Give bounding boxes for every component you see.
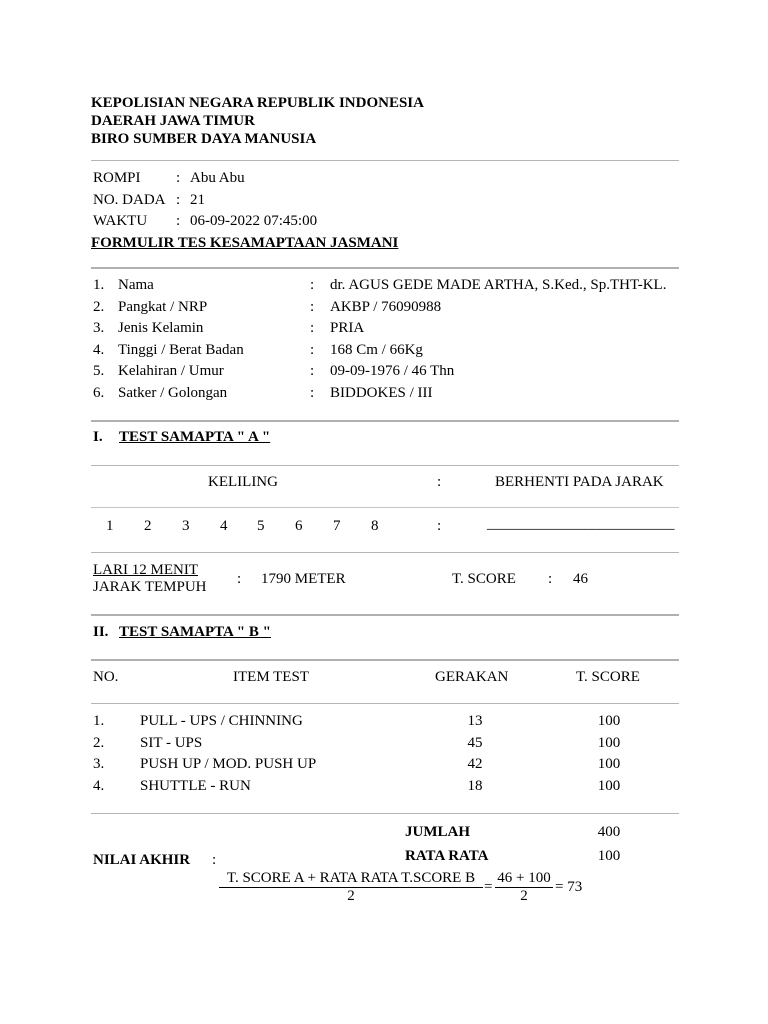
cell-gerakan: 42 — [467, 756, 483, 772]
lap-number: 6 — [295, 518, 303, 534]
rata-value: 100 — [597, 848, 621, 864]
field-value-satker: BIDDOKES / III — [330, 385, 433, 401]
formula-denominator: 2 — [347, 888, 355, 904]
tscore-a-sep: : — [548, 571, 553, 587]
lap-number: 1 — [106, 518, 114, 534]
divider — [91, 420, 679, 422]
cell-item: SHUTTLE - RUN — [140, 778, 251, 794]
row-number: 3. — [93, 320, 105, 336]
lap-number: 4 — [220, 518, 228, 534]
meta-label: WAKTU — [93, 213, 148, 229]
field-label: Nama — [118, 277, 154, 293]
field-sep: : — [310, 299, 315, 315]
header-line-1: KEPOLISIAN NEGARA REPUBLIK INDONESIA — [91, 95, 424, 111]
section-a-title: TEST SAMAPTA " A " — [119, 429, 271, 445]
lari-label: LARI 12 MENIT — [93, 562, 198, 578]
col-item: ITEM TEST — [233, 669, 309, 685]
divider — [91, 703, 679, 704]
meta-label: NO. DADA — [93, 192, 166, 208]
lap-number: 5 — [257, 518, 265, 534]
final-result: = 73 — [555, 879, 583, 895]
cell-gerakan: 45 — [467, 735, 483, 751]
cell-no: 1. — [93, 713, 105, 729]
divider — [91, 552, 679, 553]
field-value-nama: dr. AGUS GEDE MADE ARTHA, S.Ked., Sp.THT-KL. — [330, 277, 667, 293]
row-number: 5. — [93, 363, 105, 379]
divider — [91, 813, 679, 814]
nilai-akhir-sep: : — [212, 852, 217, 868]
row-number: 2. — [93, 299, 105, 315]
nilai-akhir-label: NILAI AKHIR — [93, 852, 191, 868]
field-value-tinggi: 168 Cm / 66Kg — [330, 342, 423, 358]
section-b-title: TEST SAMAPTA " B " — [119, 624, 271, 640]
col-tscore: T. SCORE — [576, 669, 640, 685]
divider — [91, 614, 679, 616]
divider — [91, 465, 679, 466]
cell-no: 2. — [93, 735, 105, 751]
field-value-jenis-kelamin: PRIA — [330, 320, 365, 336]
field-label: Tinggi / Berat Badan — [118, 342, 244, 358]
cell-tscore: 100 — [597, 778, 621, 794]
field-label: Pangkat / NRP — [118, 299, 208, 315]
meta-sep: : — [176, 213, 181, 229]
cell-tscore: 100 — [597, 735, 621, 751]
cell-tscore: 100 — [597, 756, 621, 772]
cell-item: PUSH UP / MOD. PUSH UP — [140, 756, 317, 772]
tscore-a-label: T. SCORE — [452, 571, 516, 587]
jarak-label: JARAK TEMPUH — [93, 579, 207, 595]
cell-gerakan: 18 — [467, 778, 483, 794]
lap-number: 8 — [371, 518, 379, 534]
field-sep: : — [310, 385, 315, 401]
lap-number: 2 — [144, 518, 152, 534]
cell-no: 3. — [93, 756, 105, 772]
col-no: NO. — [93, 669, 119, 685]
formula-equals: = — [484, 879, 493, 895]
section-a-roman: I. — [93, 429, 103, 445]
divider — [91, 160, 679, 161]
jumlah-label: JUMLAH — [405, 824, 470, 840]
lap-sep: : — [437, 518, 442, 534]
col-gerakan: GERAKAN — [435, 669, 509, 685]
field-sep: : — [310, 363, 315, 379]
jumlah-value: 400 — [597, 824, 621, 840]
calc-numerator: 46 + 100 — [497, 870, 551, 886]
header-line-3: BIRO SUMBER DAYA MANUSIA — [91, 131, 317, 147]
form-title: FORMULIR TES KESAMAPTAAN JASMANI — [91, 235, 399, 251]
header-line-2: DAERAH JAWA TIMUR — [91, 113, 255, 129]
divider — [91, 507, 679, 508]
row-number: 4. — [93, 342, 105, 358]
meta-value-nodada: 21 — [190, 192, 205, 208]
row-number: 1. — [93, 277, 105, 293]
field-sep: : — [310, 342, 315, 358]
meta-sep: : — [176, 192, 181, 208]
meta-value-waktu: 06-09-2022 07:45:00 — [190, 213, 318, 229]
field-value-kelahiran: 09-09-1976 / 46 Thn — [330, 363, 455, 379]
cell-gerakan: 13 — [467, 713, 483, 729]
lap-number: 3 — [182, 518, 190, 534]
cell-item: PULL - UPS / CHINNING — [140, 713, 303, 729]
field-label: Jenis Kelamin — [118, 320, 204, 336]
section-b-roman: II. — [93, 624, 109, 640]
tscore-a-value: 46 — [573, 571, 588, 587]
formula-numerator: T. SCORE A + RATA RATA T.SCORE B — [226, 870, 476, 886]
distance-blank: _________________________ — [487, 516, 675, 532]
meta-sep: : — [176, 170, 181, 186]
cell-item: SIT - UPS — [140, 735, 203, 751]
field-label: Satker / Golongan — [118, 385, 228, 401]
lap-number: 7 — [333, 518, 341, 534]
lari-value: 1790 METER — [261, 571, 346, 587]
field-label: Kelahiran / Umur — [118, 363, 224, 379]
divider — [91, 659, 679, 661]
keliling-label: KELILING — [208, 474, 278, 490]
field-sep: : — [310, 320, 315, 336]
cell-tscore: 100 — [597, 713, 621, 729]
meta-label: ROMPI — [93, 170, 141, 186]
meta-value-rompi: Abu Abu — [190, 170, 245, 186]
field-value-pangkat: AKBP / 76090988 — [330, 299, 442, 315]
keliling-sep: : — [437, 474, 442, 490]
divider — [91, 267, 679, 269]
berhenti-label: BERHENTI PADA JARAK — [495, 474, 664, 490]
cell-no: 4. — [93, 778, 105, 794]
row-number: 6. — [93, 385, 105, 401]
lari-sep: : — [237, 571, 242, 587]
field-sep: : — [310, 277, 315, 293]
rata-label: RATA RATA — [405, 848, 489, 864]
calc-denominator: 2 — [520, 888, 528, 904]
